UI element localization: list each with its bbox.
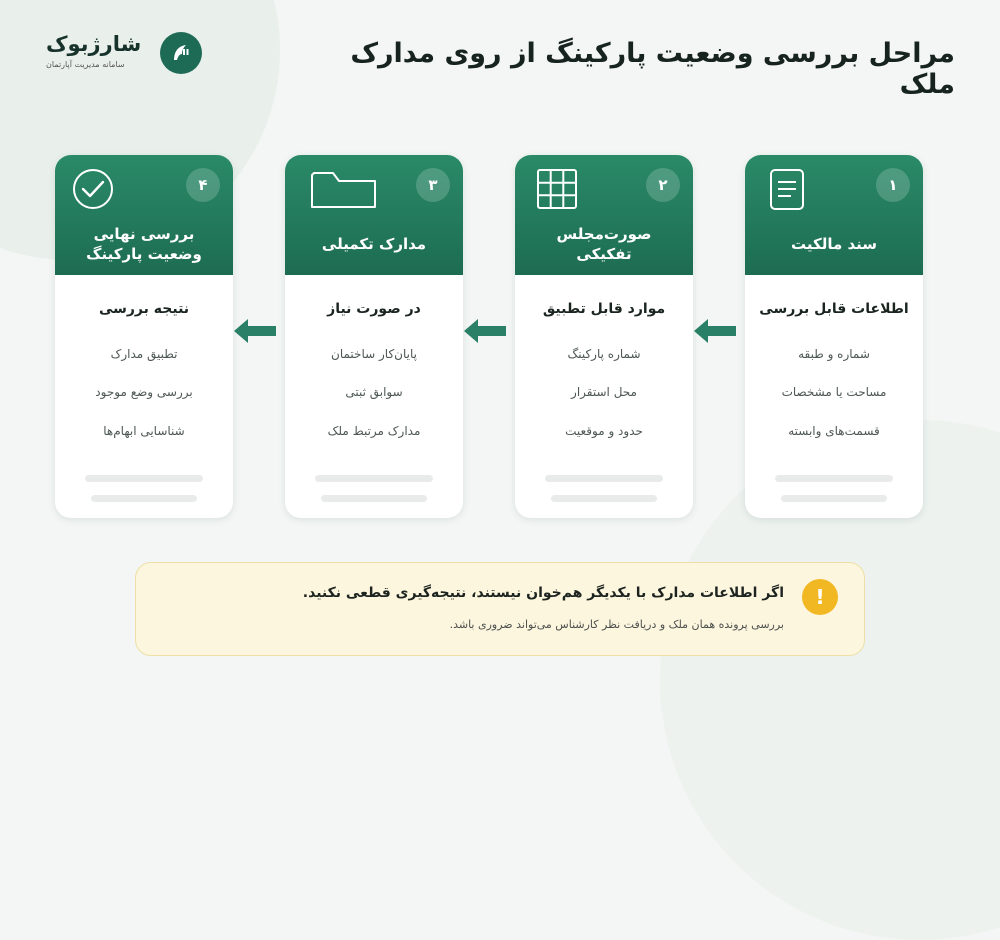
step-number-badge: ۳ [416, 168, 450, 202]
arrow-left-icon [232, 316, 278, 346]
step-item: بررسی وضع موجود [95, 385, 193, 399]
step-subheading: نتیجه بررسی [98, 301, 190, 317]
arrow-left-icon [462, 316, 508, 346]
placeholder-line [775, 475, 893, 482]
step-item: تطبیق مدارک [110, 347, 178, 361]
folder-icon [309, 167, 379, 211]
step-number-badge: ۴ [186, 168, 220, 202]
step-item: شماره و طبقه [798, 347, 870, 361]
step-card-2 [515, 155, 693, 518]
warning-note [135, 562, 865, 656]
step-heading: سند مالکیت [790, 234, 878, 253]
step-heading: مدارک تکمیلی [321, 234, 427, 253]
placeholder-line [91, 495, 197, 502]
brand-logo [42, 30, 202, 78]
placeholder-line [315, 475, 433, 482]
placeholder-line [545, 475, 663, 482]
step-card-4 [55, 155, 233, 518]
brand-mark-icon [160, 32, 202, 74]
step-card-header [745, 155, 923, 275]
step-subheading: موارد قابل تطبیق [542, 301, 666, 317]
step-number-badge: ۲ [646, 168, 680, 202]
placeholder-line [551, 495, 657, 502]
step-item: حدود و موقعیت [565, 424, 643, 438]
step-item: شماره پارکینگ [567, 347, 641, 361]
placeholder-line [781, 495, 887, 502]
placeholder-line [85, 475, 203, 482]
check-circle-icon [71, 167, 115, 211]
step-card-1 [745, 155, 923, 518]
brand-tagline: سامانه مدیریت آپارتمان [46, 60, 125, 69]
warning-main-text: اگر اطلاعات مدارک با یکدیگر هم‌خوان نیستند، نتیجه‌گیری قطعی نکنید. [302, 585, 784, 601]
step-card-3 [285, 155, 463, 518]
step-item: شناسایی ابهام‌ها [103, 424, 185, 438]
warning-icon: ! [802, 579, 838, 615]
step-heading: بررسی نهایی وضعیت پارکینگ [86, 224, 202, 263]
placeholder-line [321, 495, 427, 502]
step-card-header [515, 155, 693, 275]
grid-icon [535, 167, 579, 211]
arrow-left-icon [692, 316, 738, 346]
step-item: مساحت یا مشخصات [781, 385, 887, 399]
brand-name: شارژبوک [46, 32, 142, 56]
step-heading: صورت‌مجلس تفکیکی [556, 224, 652, 263]
step-card-header [55, 155, 233, 275]
step-number-badge: ۱ [876, 168, 910, 202]
page-title: مراحل بررسی وضعیت پارکینگ از روی مدارک ملک [350, 38, 955, 100]
step-item: سوابق ثبتی [345, 385, 403, 399]
step-card-header [285, 155, 463, 275]
step-subheading: اطلاعات قابل بررسی [759, 301, 909, 317]
step-item: محل استقرار [571, 385, 637, 399]
document-icon [765, 167, 809, 211]
step-item: مدارک مرتبط ملک [327, 424, 421, 438]
warning-sub-text: بررسی پرونده همان ملک و دریافت نظر کارشناس می‌تواند ضروری باشد. [449, 618, 784, 631]
step-item: قسمت‌های وابسته [788, 424, 880, 438]
step-item: پایان‌کار ساختمان [331, 347, 417, 361]
step-subheading: در صورت نیاز [327, 301, 421, 317]
